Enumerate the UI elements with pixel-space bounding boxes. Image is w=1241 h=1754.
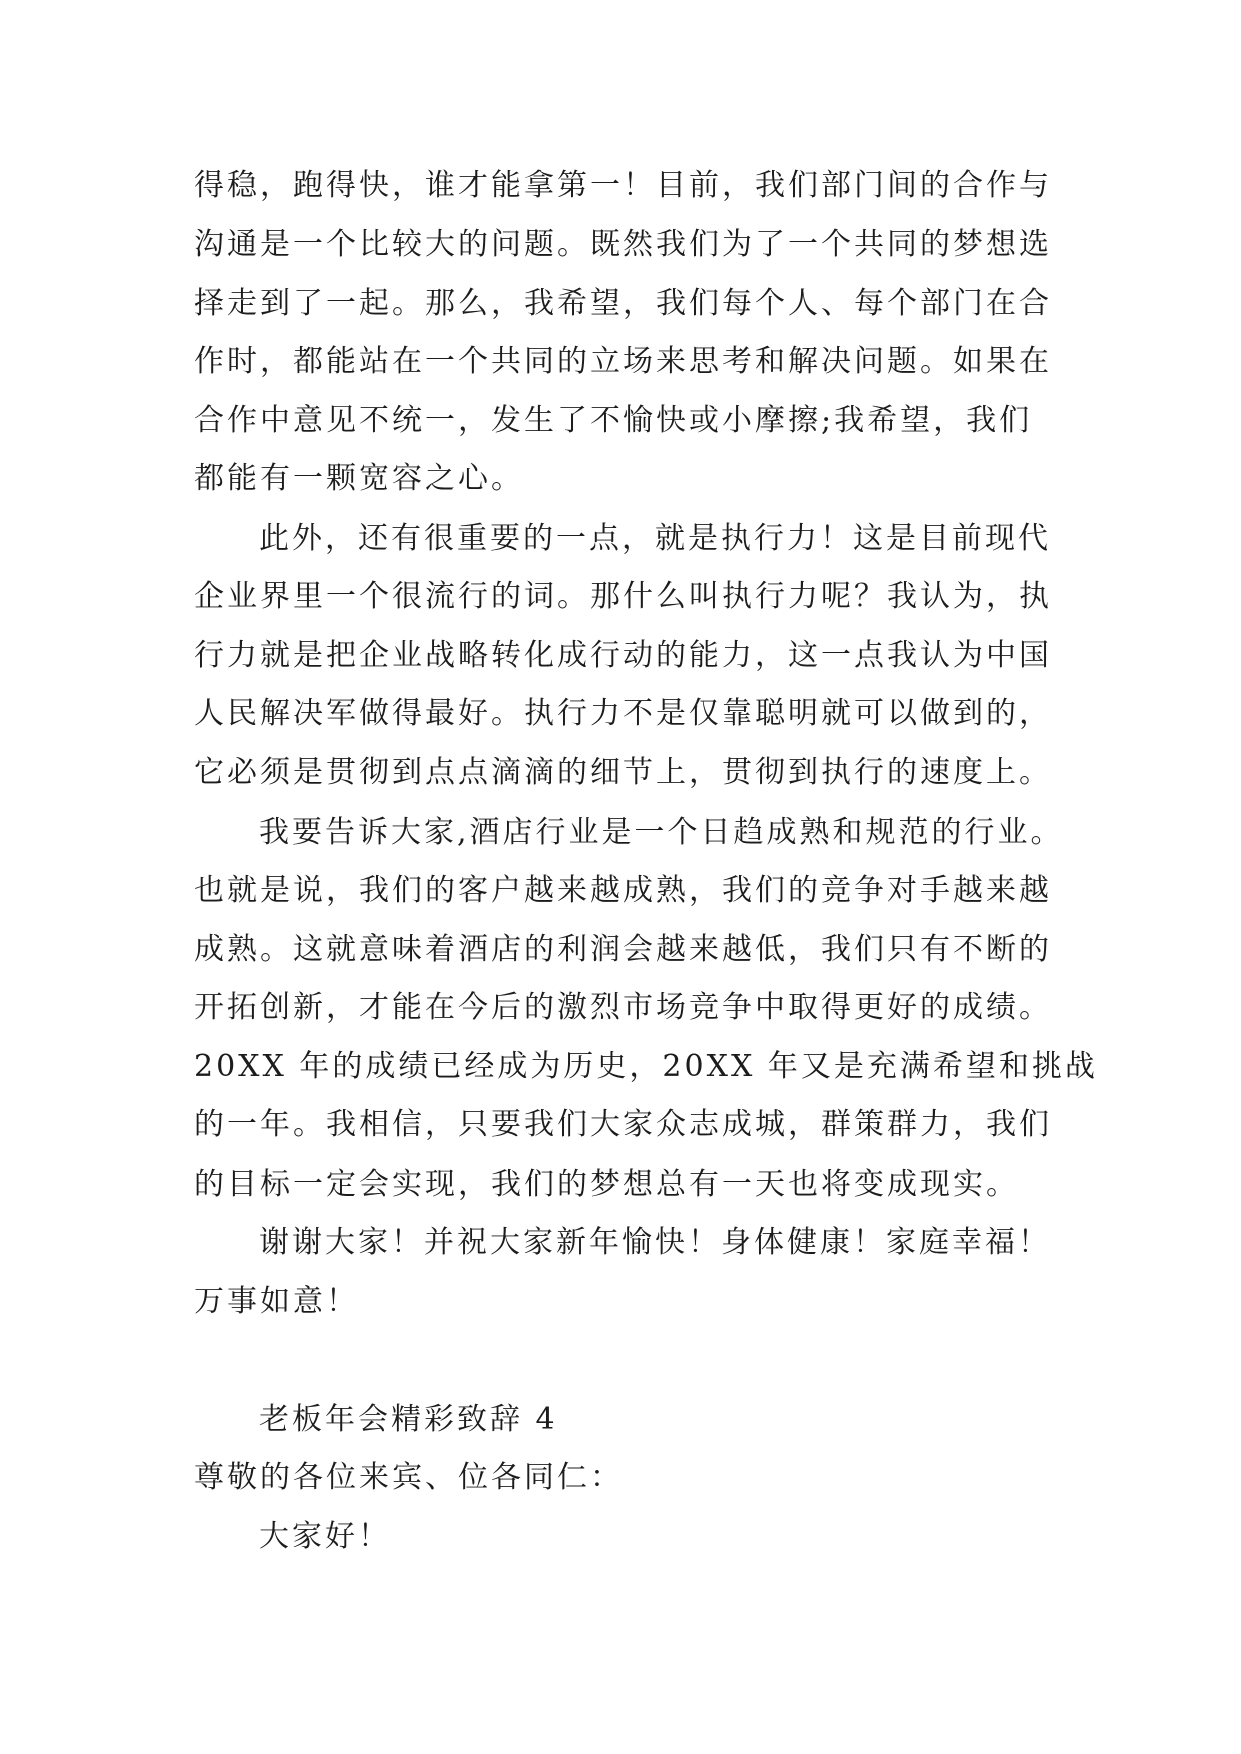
paragraph-line: 的目标一定会实现，我们的梦想总有一天也将变成现实。 — [194, 1167, 1019, 1202]
paragraph-line: 都能有一颗宽容之心。 — [194, 461, 524, 496]
paragraph-line: 得稳，跑得快，谁才能拿第一！目前，我们部门间的合作与 — [194, 168, 1052, 203]
greeting: 大家好！ — [259, 1519, 391, 1554]
paragraph-line: 万事如意！ — [194, 1284, 359, 1319]
paragraph-line: 也就是说，我们的客户越来越成熟，我们的竞争对手越来越 — [194, 873, 1052, 908]
paragraph-line: 谢谢大家！并祝大家新年愉快！身体健康！家庭幸福！ — [259, 1225, 1051, 1260]
paragraph-line: 企业界里一个很流行的词。那什么叫执行力呢？我认为，执 — [194, 579, 1052, 614]
section-heading: 老板年会精彩致辞 4 — [259, 1402, 558, 1437]
paragraph-line: 沟通是一个比较大的问题。既然我们为了一个共同的梦想选 — [194, 227, 1052, 262]
paragraph-line: 合作中意见不统一，发生了不愉快或小摩擦;我希望，我们 — [194, 403, 1033, 438]
salutation: 尊敬的各位来宾、位各同仁： — [194, 1460, 623, 1495]
paragraph-line: 它必须是贯彻到点点滴滴的细节上，贯彻到执行的速度上。 — [194, 755, 1052, 790]
paragraph-line: 开拓创新，才能在今后的激烈市场竞争中取得更好的成绩。 — [194, 990, 1052, 1025]
paragraph-line: 的一年。我相信，只要我们大家众志成城，群策群力，我们 — [194, 1107, 1052, 1142]
paragraph-line: 成熟。这就意味着酒店的利润会越来越低，我们只有不断的 — [194, 932, 1052, 967]
paragraph-line: 我要告诉大家,酒店行业是一个日趋成熟和规范的行业。 — [259, 815, 1064, 850]
paragraph-line: 作时，都能站在一个共同的立场来思考和解决问题。如果在 — [194, 344, 1052, 379]
paragraph-line: 行力就是把企业战略转化成行动的能力，这一点我认为中国 — [194, 638, 1052, 673]
paragraph-line: 此外，还有很重要的一点，就是执行力！这是目前现代 — [259, 521, 1051, 556]
paragraph-line: 人民解决军做得最好。执行力不是仅靠聪明就可以做到的， — [194, 696, 1052, 731]
paragraph-line: 20XX 年的成绩已经成为历史，20XX 年又是充满希望和挑战 — [194, 1049, 1098, 1084]
paragraph-line: 择走到了一起。那么，我希望，我们每个人、每个部门在合 — [194, 286, 1052, 321]
